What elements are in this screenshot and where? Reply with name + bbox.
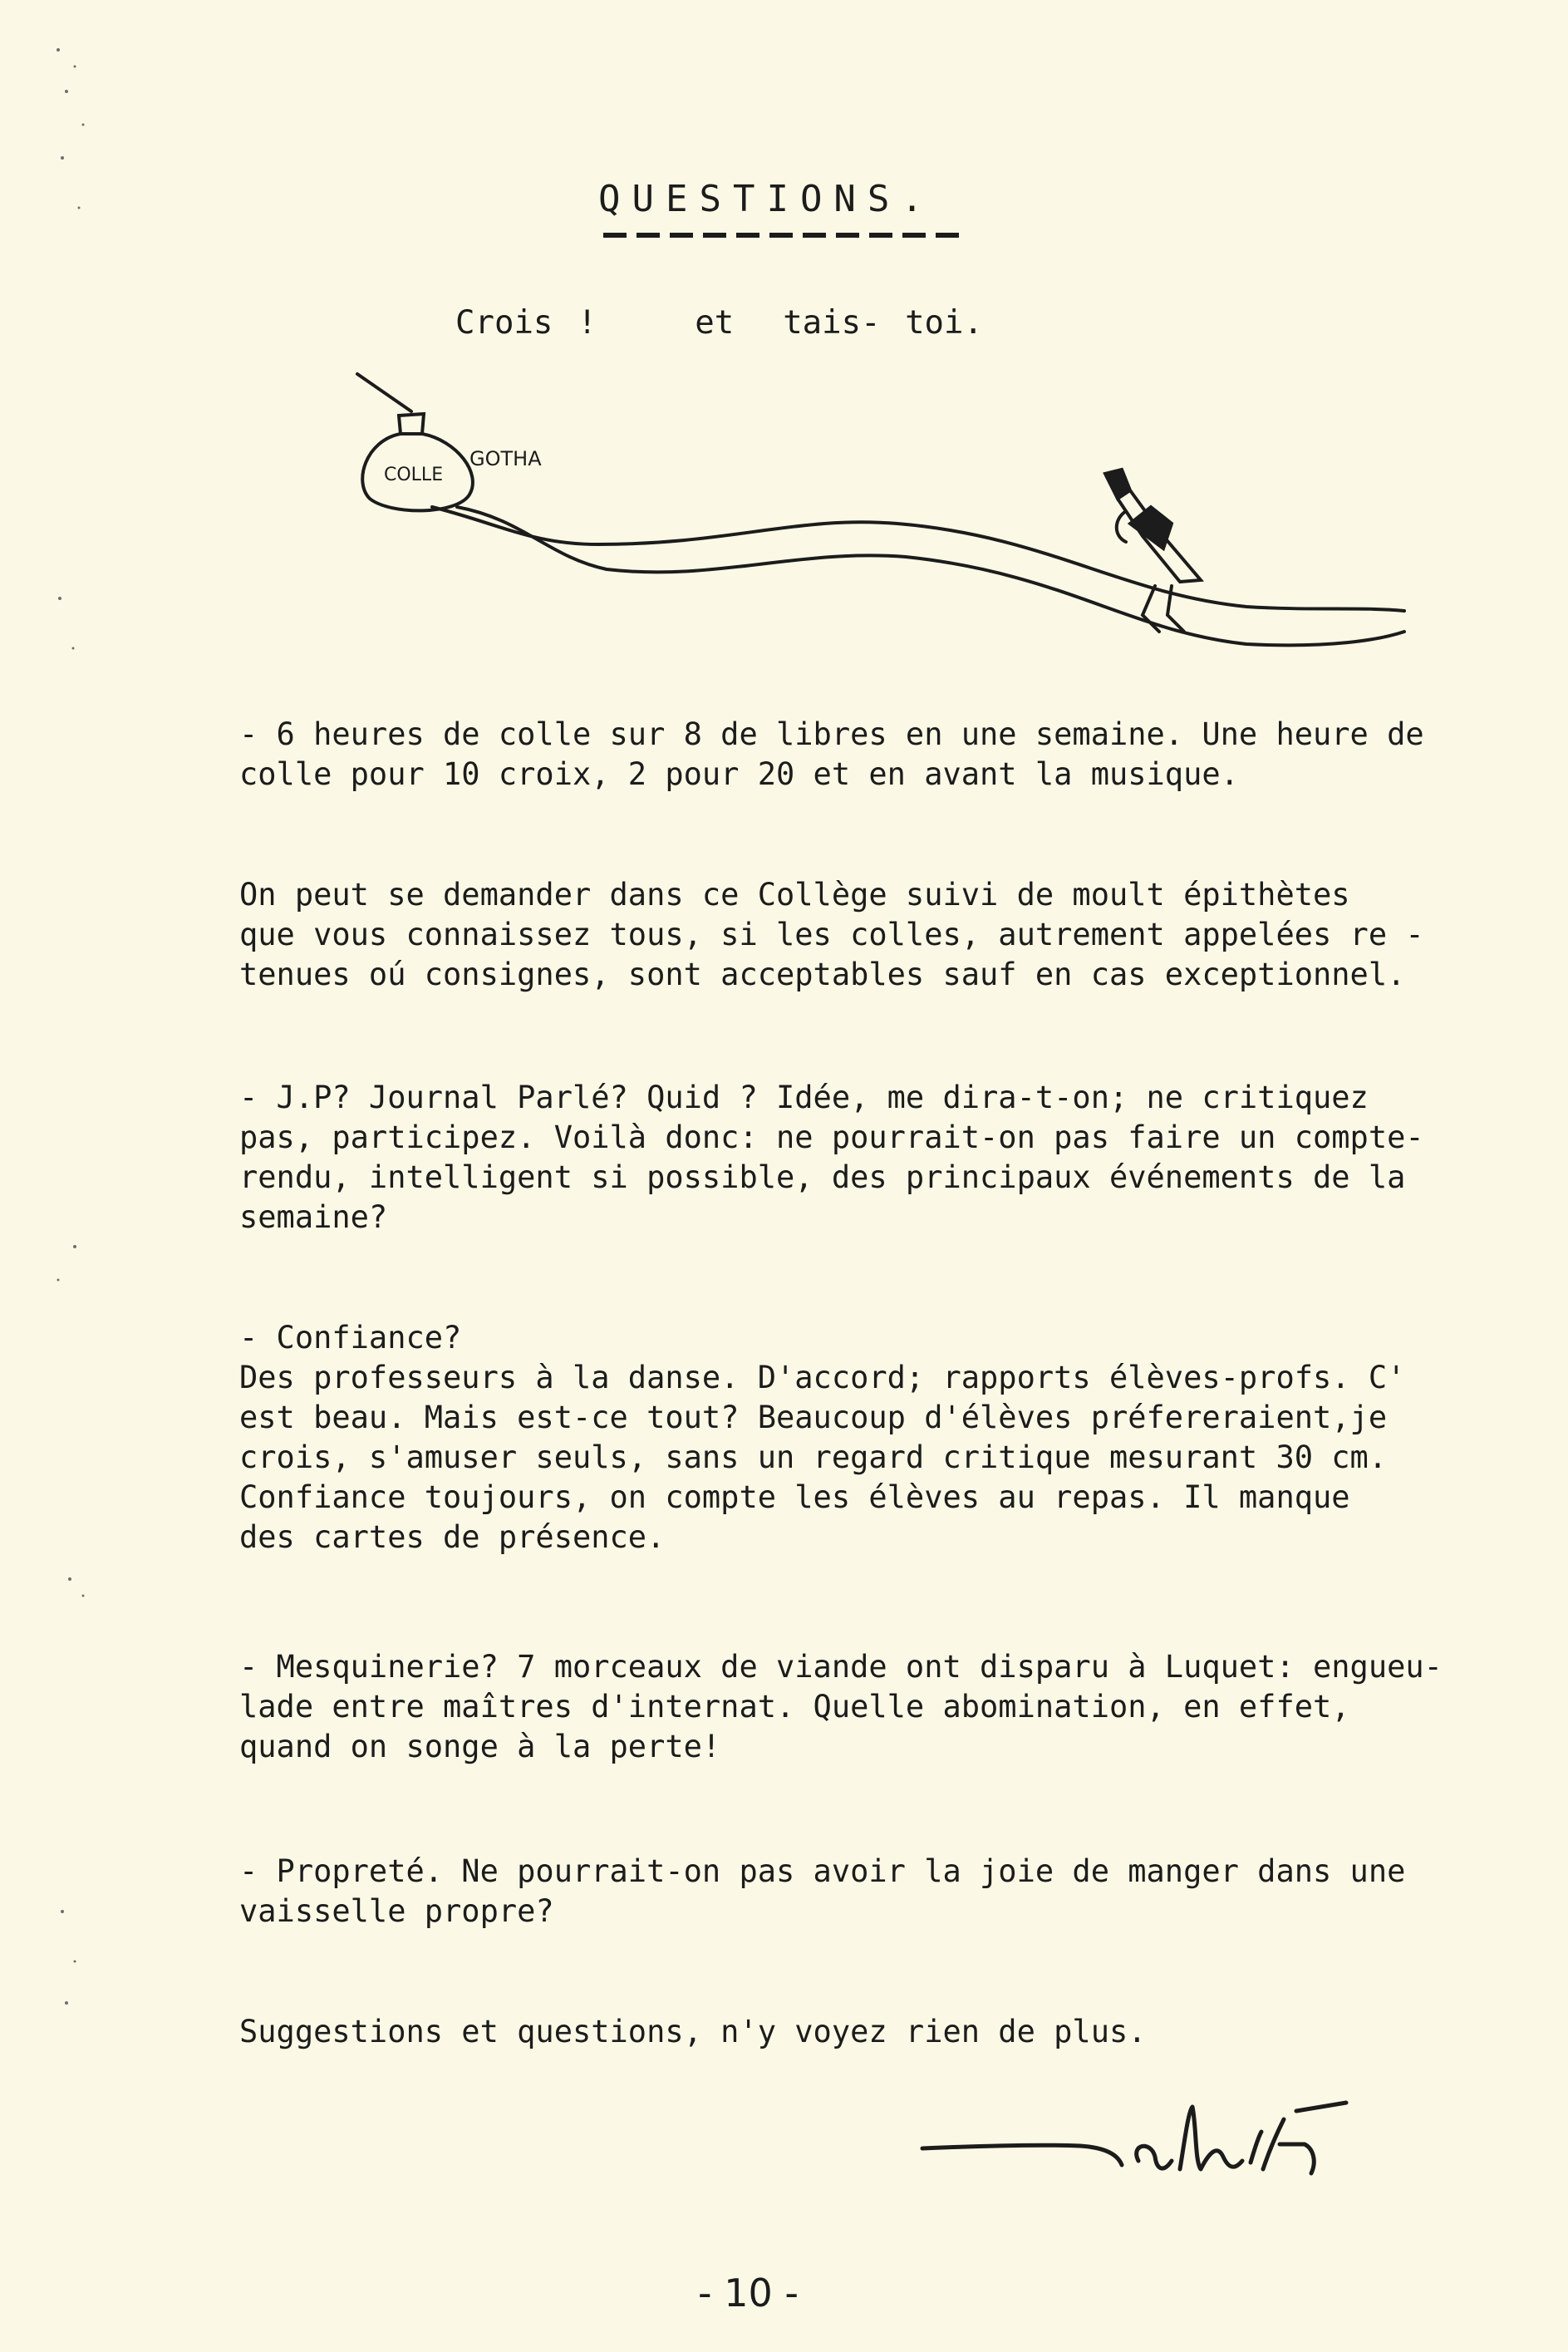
text-line: colle pour 10 croix, 2 pour 20 et en avant la musique. [239, 756, 1239, 792]
text-line: des cartes de présence. [239, 1519, 666, 1555]
text-line: tenues oú consignes, sont acceptables sauf en cas exceptionnel. [239, 957, 1406, 992]
motto: Crois ! et tais- toi. [455, 304, 983, 342]
rope-line [357, 374, 411, 411]
paragraph-confiance [239, 1318, 1502, 1557]
text-line: lade entre maîtres d'internat. Quelle abomination, en effet, [239, 1689, 1350, 1725]
cartoon-drawing [332, 357, 1429, 673]
paragraph-college [239, 875, 1502, 995]
text-line: - Propreté. Ne pourrait-on pas avoir la joie de manger dans une [239, 1853, 1406, 1889]
text-line: rendu, intelligent si possible, des principaux événements de la [239, 1159, 1406, 1195]
paragraph-mesquinerie [239, 1647, 1502, 1767]
paragraph-proprete [239, 1852, 1502, 1931]
text-line: crois, s'amuser seuls, sans un regard critique mesurant 30 cm. [239, 1439, 1388, 1475]
text-line: semaine? [239, 1199, 388, 1235]
text-line: Confiance toujours, on compte les élèves au repas. Il manque [239, 1479, 1350, 1515]
text-line: - 6 heures de colle sur 8 de libres en une semaine. Une heure de [239, 716, 1424, 752]
text-line: - Confiance? [239, 1320, 462, 1356]
text-line: vaisselle propre? [239, 1893, 554, 1929]
climbing-figure [1105, 470, 1201, 632]
text-line: - J.P? Journal Parlé? Quid ? Idée, me dira-t-on; ne critiquez [239, 1080, 1369, 1115]
paper-specks [50, 17, 125, 2094]
title-underline [603, 233, 969, 238]
paragraph-journal [239, 1078, 1502, 1238]
text-line: - Mesquinerie? 7 morceaux de viande ont disparu à Luquet: engueu- [239, 1649, 1443, 1685]
paragraph-closing [239, 2012, 1502, 2052]
text-line: que vous connaissez tous, si les colles, autrement appelées re - [239, 917, 1424, 952]
bag-label: COLLE [384, 465, 444, 485]
page-title: QUESTIONS. [598, 178, 935, 220]
text-line: Suggestions et questions, n'y voyez rien de plus. [239, 2014, 1147, 2049]
text-line: On peut se demander dans ce Collège suivi de moult épithètes [239, 877, 1350, 913]
text-line: quand on songe à la perte! [239, 1729, 721, 1764]
text-line: Des professeurs à la danse. D'accord; rapports élèves-profs. C' [239, 1360, 1406, 1395]
signature [914, 2094, 1379, 2194]
bag-neck [399, 414, 424, 434]
text-line: pas, participez. Voilà donc: ne pourrait-on pas faire un compte- [239, 1119, 1424, 1155]
page-number: - 10 - [698, 2271, 799, 2315]
paragraph-detentions [239, 715, 1502, 795]
text-line: est beau. Mais est-ce tout? Beaucoup d'élèves préfereraient,je [239, 1400, 1388, 1435]
hill-label: GOTHA [469, 447, 542, 470]
